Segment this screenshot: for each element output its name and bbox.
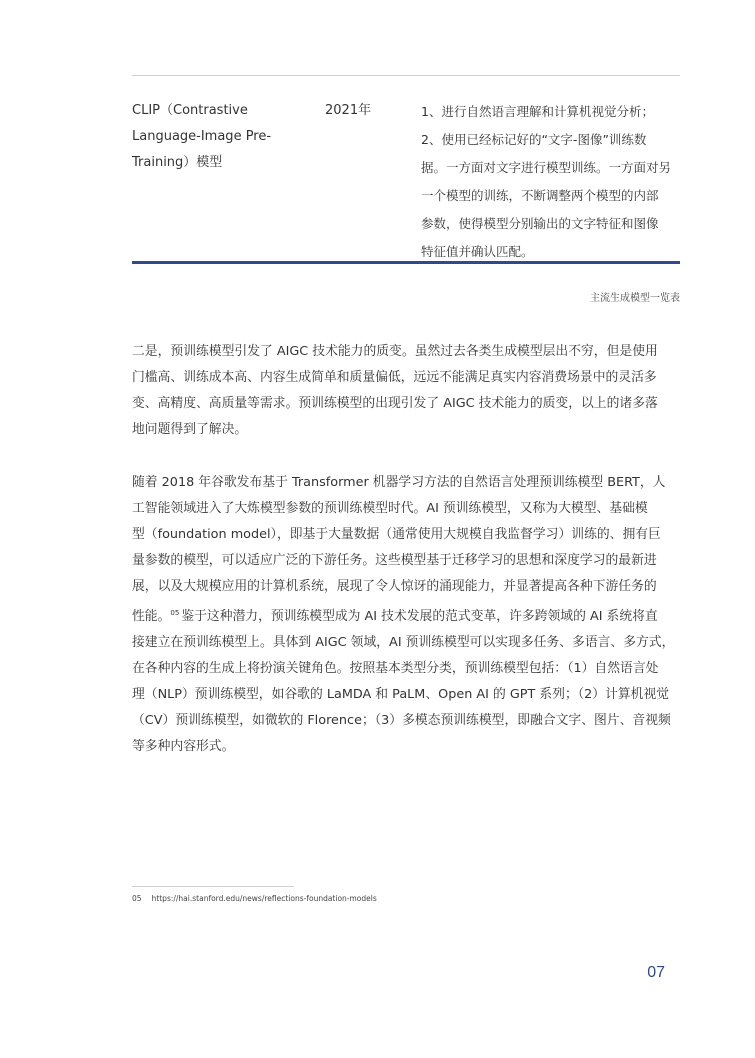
paragraph-line: 变、高精度、高质量等需求。预训练模型的出现引发了 AIGC 技术能力的质变，以上的诸多落 — [132, 396, 658, 411]
paragraph-text: 鉴于这种潜力，预训练模型成为 AI 技术发展的范式变革，许多跨领域的 AI 系统将直 — [181, 609, 658, 624]
table-bottom-rule — [132, 261, 680, 264]
paragraph-line-with-footnote — [132, 600, 687, 630]
page-number: 07 — [647, 964, 665, 981]
description-line: 1、进行自然语言理解和计算机视觉分析； — [421, 104, 654, 119]
model-name-line: Training）模型 — [132, 155, 223, 170]
table-top-rule — [132, 75, 680, 76]
paragraph-line: 二是，预训练模型引发了 AIGC 技术能力的质变。虽然过去各类生成模型层出不穷，但是使用 — [132, 344, 658, 359]
description-line: 特征值并确认匹配。 — [421, 244, 534, 259]
footnote-rule — [132, 886, 294, 887]
footnote-link[interactable]: https://hai.stanford.edu/news/reflections-foundation-models — [151, 894, 377, 903]
paragraph-line: 等多种内容形式。 — [132, 739, 235, 754]
paragraph-line: 门槛高、训练成本高、内容生成简单和质量偏低，远远不能满足真实内容消费场景中的灵活多 — [132, 370, 657, 385]
footnote-reference[interactable]: 05 — [170, 609, 180, 617]
description-line: 据。一方面对文字进行模型训练。一方面对另 — [421, 160, 672, 175]
paragraph-line: 随着 2018 年谷歌发布基于 Transformer 机器学习方法的自然语言处理预训练模型 BERT，人 — [132, 475, 666, 490]
description-line: 2、使用已经标记好的“文字-图像”训练数 — [421, 132, 647, 147]
paragraph-line: 理（NLP）预训练模型，如谷歌的 LaMDA 和 PaLM、Open AI 的 GPT 系列；（2）计算机视觉 — [132, 687, 670, 702]
paragraph-line: （CV）预训练模型，如微软的 Florence；（3）多模态预训练模型，即融合文字、图片、音视频 — [132, 713, 671, 728]
paragraph-line: 在各种内容的生成上将扮演关键角色。按照基本类型分类，预训练模型包括：（1）自然语言处 — [132, 661, 659, 676]
paragraph-line: 地问题得到了解决。 — [132, 422, 248, 437]
description-line: 参数，使得模型分别输出的文字特征和图像 — [421, 216, 659, 231]
footnote — [132, 894, 377, 903]
model-name-cell — [132, 98, 302, 176]
model-name-line: Language-Image Pre- — [132, 129, 272, 144]
description-line: 一个模型的训练，不断调整两个模型的内部 — [421, 188, 659, 203]
table-caption: 主流生成模型一览表 — [590, 293, 680, 304]
paragraph-line: 型（foundation model），即基于大量数据（通常使用大规模自我监督学习）训练的、拥有巨 — [132, 527, 661, 542]
year-cell: 2021年 — [325, 103, 372, 118]
paragraph-line: 量参数的模型，可以适应广泛的下游任务。这些模型基于迁移学习的思想和深度学习的最新进 — [132, 553, 657, 568]
paragraph-line: 接建立在预训练模型上。具体到 AIGC 领域，AI 预训练模型可以实现多任务、多语言、多方式， — [132, 635, 675, 650]
description-cell — [421, 98, 680, 266]
paragraph-1 — [132, 339, 687, 443]
paragraph-line: 展，以及大规模应用的计算机系统，展现了令人惊讶的涌现能力，并显著提高各种下游任务的 — [132, 579, 657, 594]
model-name-line: CLIP（Contrastive — [132, 103, 248, 118]
paragraph-text: 性能。 — [132, 609, 171, 624]
paragraph-2 — [132, 470, 687, 760]
footnote-number: 05 — [132, 894, 142, 903]
paragraph-line: 工智能领域进入了大炼模型参数的预训练模型时代。AI 预训练模型，又称为大模型、基础模 — [132, 501, 648, 516]
